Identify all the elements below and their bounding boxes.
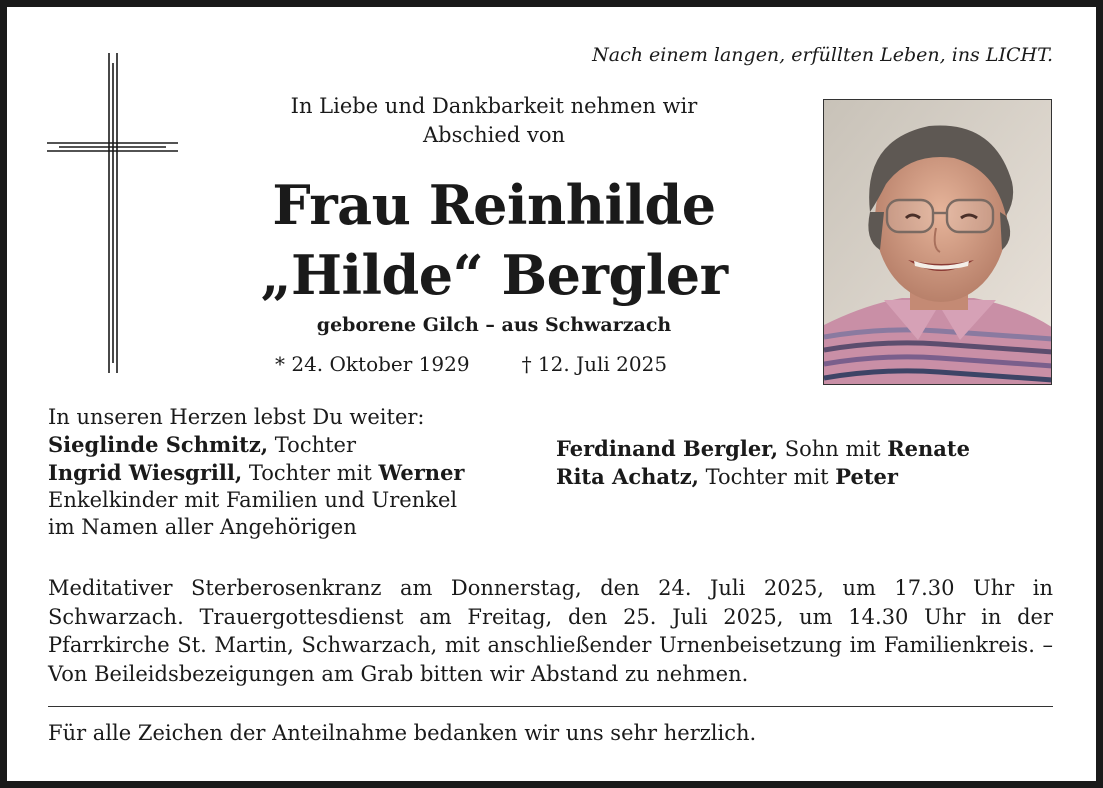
mourner-relation: Tochter mit — [698, 465, 836, 489]
mourner-row — [556, 463, 970, 491]
mourner-partner: Werner — [378, 460, 465, 485]
mourner-name: Ingrid Wiesgrill, — [48, 460, 243, 485]
mourners-heading: In unseren Herzen lebst Du weiter: — [48, 405, 425, 429]
mourner-relation: Tochter — [268, 433, 357, 457]
mourner-row — [48, 459, 465, 487]
life-dates — [275, 352, 667, 376]
name-line-2: „Hilde“ Bergler — [260, 243, 728, 307]
death-date: † 12. Juli 2025 — [521, 352, 668, 376]
birth-date: * 24. Oktober 1929 — [275, 352, 470, 376]
mourner-extra: im Namen aller Angehörigen — [48, 515, 357, 539]
mourner-extra: Enkelkinder mit Familien und Urenkel — [48, 488, 458, 512]
thanks-text: Für alle Zeichen der Anteilnahme bedanken wir uns sehr herzlich. — [48, 721, 757, 745]
divider — [48, 706, 1053, 707]
service-details: Meditativer Sterberosenkranz am Donnerstag, den 24. Juli 2025, um 17.30 Uhr in Schwarzach. Trauergottesdienst am Freitag, den 25. Juli 2025, um 14.30 Uhr in der Pfarrkirche St. Martin, Schwarzach, mit anschließender Urnenbeisetzung im Familienkreis. – Von Beileidsbezeigungen am Grab bitten wir Abstand zu nehmen. — [48, 576, 1053, 686]
mourner-name: Sieglinde Schmitz, — [48, 432, 269, 457]
motto: Nach einem langen, erfüllten Leben, ins LICHT. — [592, 44, 1053, 66]
portrait-photo — [823, 99, 1052, 385]
intro-line-1: In Liebe und Dankbarkeit nehmen wir — [290, 94, 698, 118]
mourner-partner: Peter — [835, 464, 898, 489]
deceased-name — [230, 170, 758, 310]
mourner-relation: Sohn mit — [778, 437, 888, 461]
cross-icon — [47, 53, 179, 375]
intro-text — [260, 92, 728, 150]
mourner-name: Ferdinand Bergler, — [556, 436, 779, 461]
intro-line-2: Abschied von — [423, 123, 565, 147]
name-line-1: Frau Reinhilde — [272, 173, 716, 237]
birth-name: geborene Gilch – aus Schwarzach — [316, 314, 672, 336]
mourner-name: Rita Achatz, — [556, 464, 699, 489]
mourner-row — [48, 431, 465, 459]
mourner-relation: Tochter mit — [242, 461, 379, 485]
mourner-partner: Renate — [887, 436, 970, 461]
mourners-right-column — [556, 435, 970, 491]
mourners-block — [48, 404, 465, 541]
mourner-row — [556, 435, 970, 463]
